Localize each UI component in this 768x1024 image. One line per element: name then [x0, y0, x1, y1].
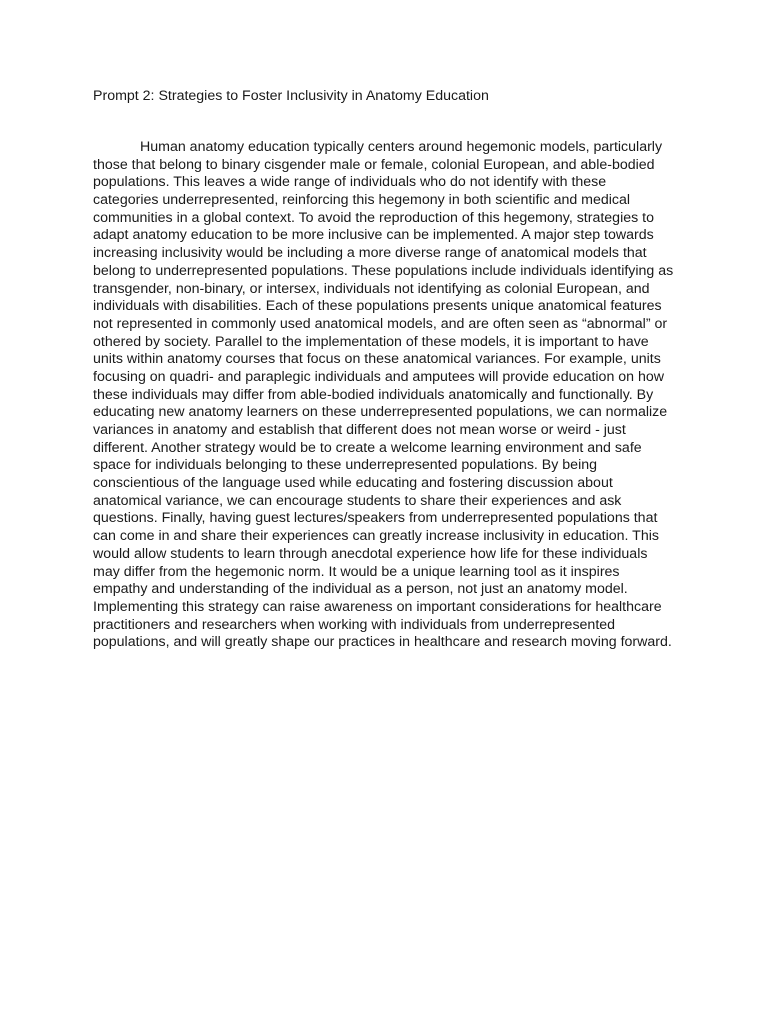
body-line: othered by society. Parallel to the implementation of these models, it is important to have	[93, 333, 649, 350]
body-line: transgender, non-binary, or intersex, individuals not identifying as colonial European, and	[93, 280, 650, 297]
body-line: practitioners and researchers when working with individuals from underrepresented	[93, 616, 616, 633]
body-line: increasing inclusivity would be including a more diverse range of anatomical models that	[93, 245, 647, 262]
body-line: Implementing this strategy can raise awareness on important considerations for healthcare	[93, 598, 662, 615]
body-line: variances in anatomy and establish that different does not mean worse or weird - just	[93, 422, 626, 438]
body-line: educating new anatomy learners on these underrepresented populations, we can normalize	[93, 404, 668, 421]
body-line: empathy and understanding of the individual as a person, not just an anatomy model.	[93, 581, 628, 598]
body-line: adapt anatomy education to be more inclusive can be implemented. A major step towards	[93, 227, 654, 244]
body-line: questions. Finally, having guest lectures/speakers from underrepresented populations that	[93, 510, 658, 527]
body-line: belong to underrepresented populations. These populations include individuals identifying as	[93, 262, 674, 279]
body-line: focusing on quadri- and paraplegic individuals and amputees will provide education on how	[93, 368, 665, 385]
body-line: communities in a global context. To avoid the reproduction of this hegemony, strategies to	[93, 209, 654, 226]
document-body	[93, 139, 693, 652]
document-title: Prompt 2: Strategies to Foster Inclusivity in Anatomy Education	[93, 88, 489, 104]
body-line: different. Another strategy would be to create a welcome learning environment and safe	[93, 439, 642, 456]
body-line: space for individuals belonging to these underrepresented populations. By being	[93, 457, 598, 474]
body-line: anatomical variance, we can encourage students to share their experiences and ask	[93, 492, 622, 509]
body-line: Human anatomy education typically centers around hegemonic models, particularly	[140, 139, 663, 155]
body-line: individuals with disabilities. Each of these populations presents unique anatomical features	[93, 298, 662, 315]
body-line: these individuals may differ from able-bodied individuals anatomically and functionally. By	[93, 386, 654, 403]
body-line: conscientious of the language used while educating and fostering discussion about	[93, 475, 613, 492]
body-line: not represented in commonly used anatomical models, and are often seen as “abnormal” or	[93, 315, 668, 332]
body-line: would allow students to learn through anecdotal experience how life for these individuals	[93, 545, 648, 562]
body-line: populations. This leaves a wide range of individuals who do not identify with these	[93, 174, 607, 191]
body-line: populations, and will greatly shape our practices in healthcare and research moving forward.	[93, 634, 672, 651]
body-line: may differ from the hegemonic norm. It would be a unique learning tool as it inspires	[93, 563, 620, 580]
body-line: units within anatomy courses that focus on these anatomical variances. For example, units	[93, 351, 661, 368]
body-line: can come in and share their experiences can greatly increase inclusivity in education. This	[93, 528, 659, 545]
body-line: those that belong to binary cisgender male or female, colonial European, and able-bodied	[93, 156, 655, 173]
body-line: categories underrepresented, reinforcing this hegemony in both scientific and medical	[93, 192, 631, 209]
